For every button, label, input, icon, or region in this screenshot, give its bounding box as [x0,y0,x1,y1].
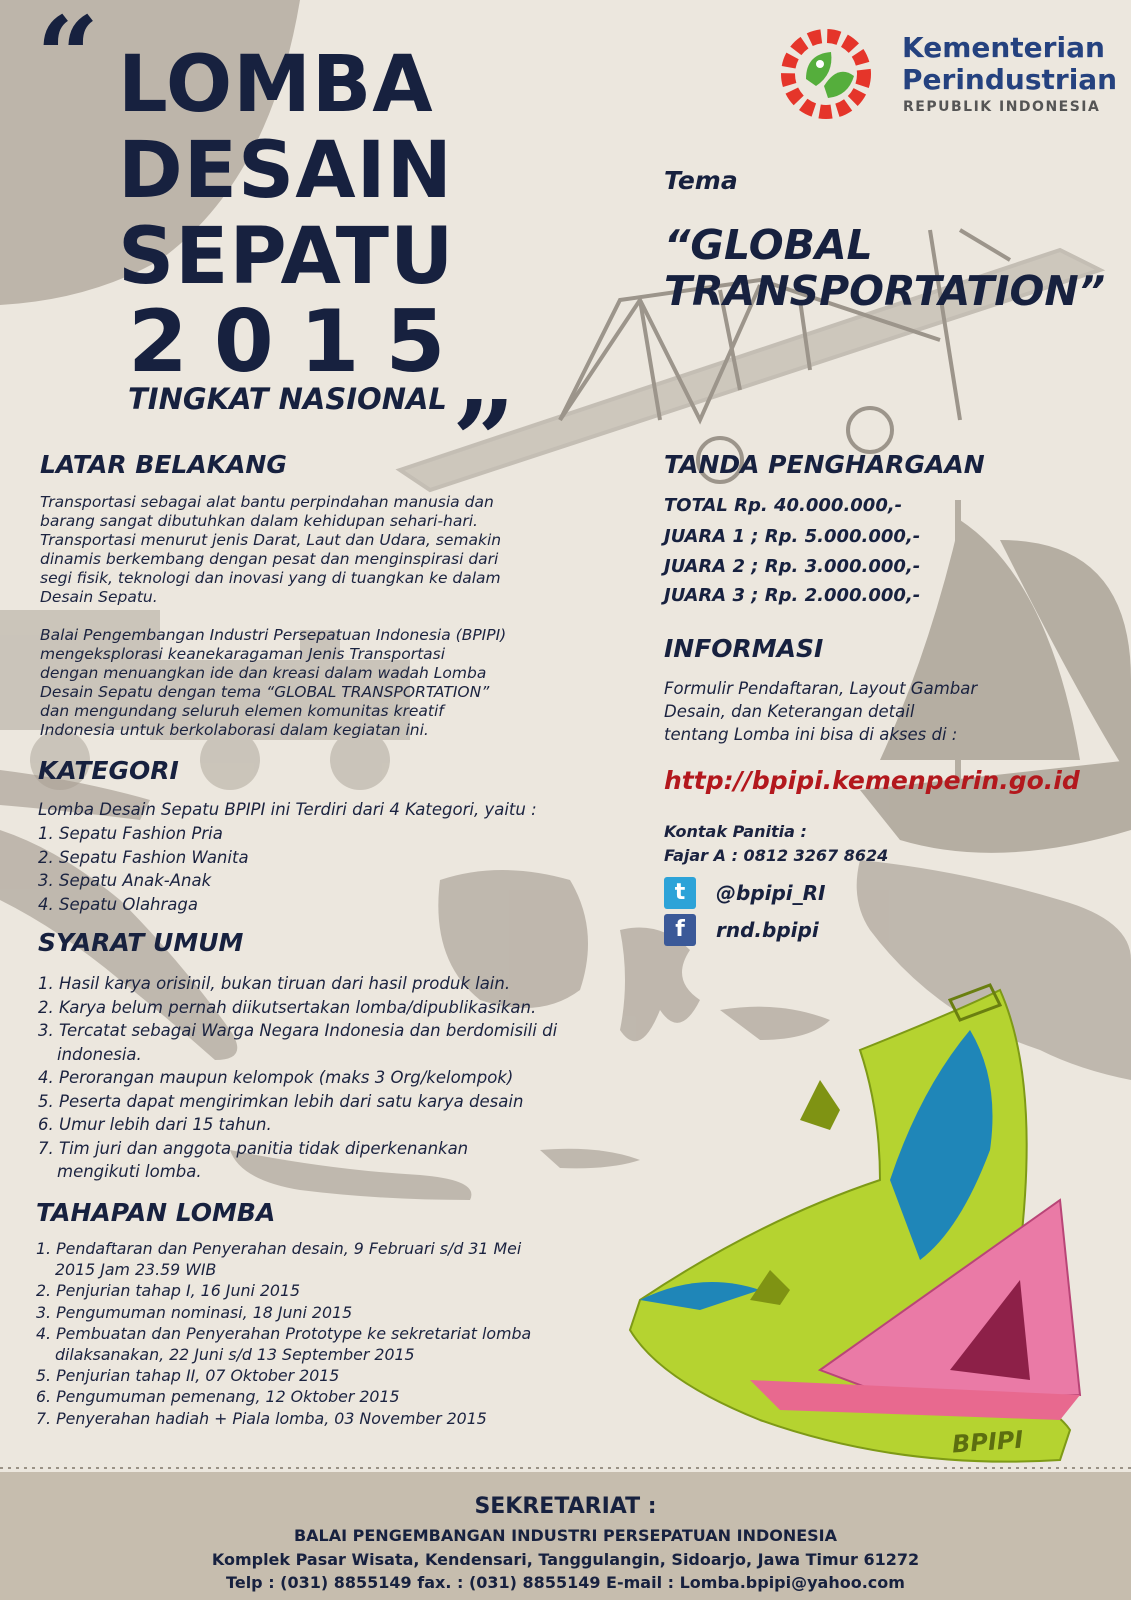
list-item: 1. Pendaftaran dan Penyerahan desain, 9 Februari s/d 31 Mei 2015 Jam 23.59 WIB [36,1239,522,1280]
penghargaan-heading: TANDA PENGHARGAAN [664,450,985,479]
informasi-text: Formulir Pendaftaran, Layout Gambar Desain, dan Keterangan detail tentang Lomba ini bisa di akses di : [664,679,978,744]
latar-belakang-heading: LATAR BELAKANG [40,450,287,479]
footer-line-1: BALAI PENGEMBANGAN INDUSTRI PERSEPATUAN INDONESIA [293,1526,838,1545]
list-item: 1. Hasil karya orisinil, bukan tiruan dari hasil produk lain. [38,974,511,993]
informasi-heading: INFORMASI [664,634,824,663]
close-quote-mark: ” [452,376,516,505]
logo-line-1: Kementerian [902,31,1105,64]
list-item: 7. Tim juri dan anggota panitia tidak diperkenankan mengikuti lomba. [38,1138,469,1181]
prize-total: TOTAL Rp. 40.000.000,- [664,495,903,516]
shoe-brand-label: BPIPI [951,1425,1025,1459]
kategori-heading: KATEGORI [38,756,179,785]
website-link[interactable]: http://bpipi.kemenperin.go.id [664,766,1080,795]
list-item: 5. Penjurian tahap II, 07 Oktober 2015 [36,1366,340,1386]
syarat-umum-list [38,972,578,1184]
syarat-umum-heading: SYARAT UMUM [38,928,244,957]
list-item: 2. Sepatu Fashion Wanita [38,847,249,867]
footer-heading: SEKRETARIAT : [474,1494,657,1519]
kontak-phone: Fajar A : 0812 3267 8624 [664,846,889,865]
list-item: 6. Umur lebih dari 15 tahun. [38,1115,272,1134]
prize-juara-2: JUARA 2 ; Rp. 3.000.000,- [664,556,921,577]
latar-belakang-paragraph-2: Balai Pengembangan Industri Persepatuan Indonesia (BPIPI) mengeksplorasi keanekaragaman Jenis Transportasi dengan menuangkan ide dan kreasi dalam wadah Lomba Desain Sepatu dengan tema “GLOBAL TRANSPORTATION” dan mengundang seluruh elemen komunitas kreatif Indonesia untuk berkolaborasi dalam kegiatan ini. [40,626,507,739]
facebook-handle[interactable]: rnd.bpipi [716,918,819,942]
twitter-handle[interactable]: @bpipi_RI [716,881,826,905]
prize-juara-1: JUARA 1 ; Rp. 5.000.000,- [664,526,921,547]
list-item: 4. Pembuatan dan Penyerahan Prototype ke sekretariat lomba dilaksanakan, 22 Juni s/d 13 September 2015 [36,1323,532,1365]
title-subtitle: TINGKAT NASIONAL [128,382,447,416]
footer-line-2: Komplek Pasar Wisata, Kendensari, Tanggulangin, Sidoarjo, Jawa Timur 61272 [211,1550,920,1569]
latar-belakang-paragraph-1: Transportasi sebagai alat bantu perpindahan manusia dan barang sangat dibutuhkan dalam kehidupan sehari-hari. Transportasi menurut jenis Darat, Laut dan Udara, semakin dinamis berkembang dengan pesat dan menginspirasi dari segi fisik, teknologi dan inovasi yang di tuangkan ke dalam Desain Sepatu. [40,493,502,606]
facebook-icon[interactable]: f [664,914,696,946]
logo-line-3: REPUBLIK INDONESIA [903,99,1101,115]
kategori-intro: Lomba Desain Sepatu BPIPI ini Terdiri dari 4 Kategori, yaitu : [38,800,537,819]
list-item: 2. Karya belum pernah diikutsertakan lomba/dipublikasikan. [38,997,537,1017]
list-item: 3. Pengumuman nominasi, 18 Juni 2015 [36,1302,353,1322]
logo-line-2: Perindustrian [902,63,1118,96]
list-item: 2. Penjurian tahap I, 16 Juni 2015 [36,1281,301,1301]
title-line-3: SEPATU [118,212,455,302]
prize-juara-3: JUARA 3 ; Rp. 2.000.000,- [664,585,921,606]
tahapan-lomba-heading: TAHAPAN LOMBA [36,1198,276,1227]
twitter-icon[interactable]: t [664,877,696,909]
list-item: 3. Tercatat sebagai Warga Negara Indonesia dan berdomisili di indonesia. [38,1021,558,1064]
list-item: 4. Perorangan maupun kelompok (maks 3 Org/kelompok) [38,1068,514,1087]
kontak-block [664,820,888,868]
kontak-label: Kontak Panitia : [664,822,807,841]
tahapan-lomba-list [36,1238,531,1429]
list-item: 1. Sepatu Fashion Pria [38,824,223,843]
tema-line-2: TRANSPORTATION” [664,267,1106,315]
footer-sekretariat [0,1472,1131,1600]
list-item: 3. Sepatu Anak-Anak [38,871,212,890]
title-line-2: DESAIN [118,126,453,216]
list-item: 5. Peserta dapat mengirimkan lebih dari satu karya desain [38,1091,524,1111]
open-quote-mark: “ [36,0,100,121]
title-line-1: LOMBA [118,40,434,130]
list-item: 6. Pengumuman pemenang, 12 Oktober 2015 [36,1387,400,1407]
footer-line-3: Telp : (031) 8855149 fax. : (031) 8855149 E-mail : Lomba.bpipi@yahoo.com [226,1573,905,1592]
list-item: 4. Sepatu Olahraga [38,894,198,914]
tema-label: Tema [664,166,738,195]
kategori-list [38,822,249,916]
tema-line-1: “GLOBAL [664,221,873,269]
list-item: 7. Penyerahan hadiah + Piala lomba, 03 November 2015 [36,1408,487,1428]
kemenperin-logo-icon [776,24,878,124]
title-year: 2015 [128,292,472,392]
